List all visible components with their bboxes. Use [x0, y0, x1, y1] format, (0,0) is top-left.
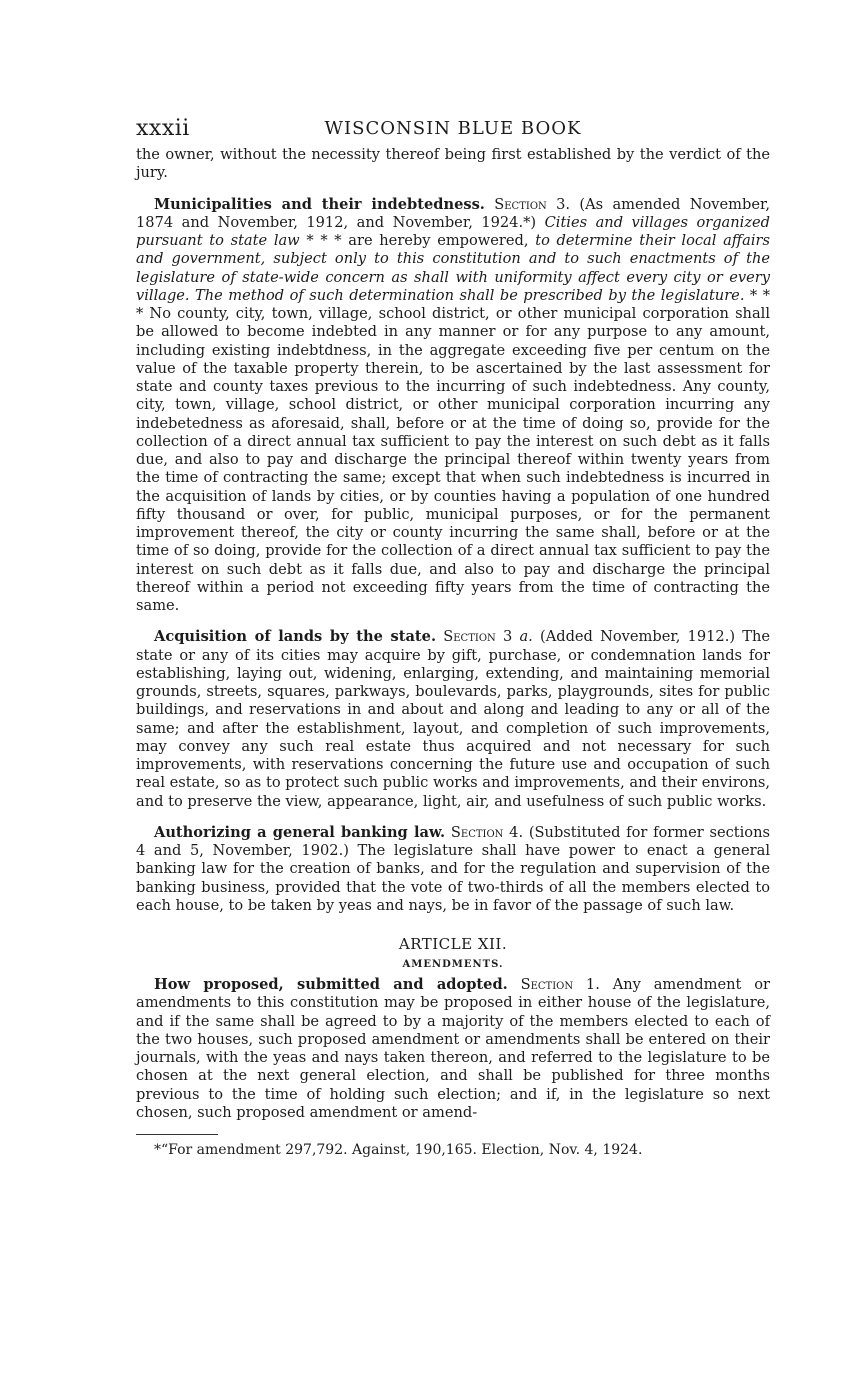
section-3-paragraph	[136, 196, 770, 616]
section-italic-text: Cities and villages organized pursuant to state law * * *	[136, 213, 770, 249]
section-heading: Municipalities and their indebtedness.	[154, 195, 485, 213]
section-text: Any amendment or amendments to this constitution may be proposed in either house of the legislature, and if the same shall be agreed to by a majority of the members elected to each of the two houses, such proposed amendment or amendments shall be entered on their journals, with the yeas and nays taken thereon, and referred to the legislature to be chosen at the next general election, and shall be published for three months previous to the time of holding such election; and if, in the legislature so next chosen, such proposed amendment or amend-	[136, 976, 770, 1121]
section-heading: How proposed, submitted and adopted.	[154, 976, 508, 993]
article-title: ARTICLE XII.	[398, 935, 508, 953]
article-12-section-1-paragraph	[136, 976, 770, 1122]
section-italic-text: to determine their local affairs and government, subject only to this constitution and to such enactments of the legislature of state-wide concern as shall with uniformity affect every city or every village. The method of such determination shall be prescribed by the legislature. * * *	[136, 232, 770, 322]
footnote-rule	[136, 1134, 218, 1135]
section-number: Section 1.	[520, 976, 600, 993]
section-text: (As amended November, 1874 and November, 1912, and November, 1924.*)	[136, 195, 770, 231]
page-number: xxxii	[136, 116, 190, 141]
footnote: *“For amendment 297,792. Against, 190,165. Election, Nov. 4, 1924.	[154, 1142, 643, 1158]
continuation-paragraph: the owner, without the necessity thereof being first established by the verdict of the jury.	[136, 146, 770, 182]
section-3a-paragraph	[136, 628, 770, 811]
section-text: (Substituted for former sections 4 and 5, November, 1902.) The legislature shall have power to enact a general banking law for the creation of banks, and for the regulation and supervision of the banking business, provided that the vote of two-thirds of all the members elected to each house, to be taken by yeas and nays, be in favor of the passage of such law.	[136, 823, 770, 914]
section-text: are hereby empowered,	[341, 232, 536, 249]
section-number: Section 3	[443, 628, 513, 646]
article-subtitle: AMENDMENTS.	[402, 959, 504, 970]
section-4-paragraph	[136, 824, 770, 915]
section-text: (Added November, 1912.) The state or any of its cities may acquire by gift, purchase, or condemnation lands for establishing, laying out, widening, enlarging, extending, and maintaining memorial grounds, streets, squares, parkways, boulevards, parks, playgrounds, sites for public buildings, and reservations in and about and along and leading to any or all of the same; and after the establishment, layout, and completion of such improvements, may convey any such real estate thus acquired and not necessary for such improvements, with reservations concerning the future use and occupation of such real estate, so as to protect such public works and improvements, and their environs, and to preserve the view, appearance, light, air, and usefulness of such public works.	[136, 628, 770, 810]
section-number: Section 4.	[450, 823, 524, 841]
running-title: WISCONSIN BLUE BOOK	[324, 118, 582, 139]
section-number: Section 3.	[494, 195, 571, 213]
section-heading: Authorizing a general banking law.	[154, 823, 446, 841]
document-page	[136, 112, 770, 1159]
section-heading: Acquisition of lands by the state.	[154, 628, 437, 646]
section-suffix: a.	[519, 628, 533, 646]
section-text: No county, city, town, village, school district, or other municipal corporation shall be allowed to become indebted in any manner or for any purpose to any amount, including existing indebtdness, in the aggregate exceeding five per centum on the value of the taxable property therein, to be ascertained by the last assessment for state and county taxes previous to the incurring of such indebtedness. Any county, city, town, village, school district, or other municipal corporation incurring any indebetedness as aforesaid, shall, before or at the time of doing so, provide for the collection of a direct annual tax sufficient to pay the interest on such debt as it falls due, and also to pay and discharge the principal thereof within twenty years from the time of contracting the same; except that when such indebtedness is incurred in the acquisition of lands by cities, or by counties having a population of one hundred fifty thousand or over, for public, municipal purposes, or for the permanent improvement thereof, the city or county incurring the same shall, before or at the time of so doing, provide for the collection of a direct annual tax sufficient to pay the interest on such debt as it falls due, and also to pay and discharge the principal thereof within a period not exceeding fifty years from the time of contracting the same.	[136, 305, 770, 614]
page-header	[136, 112, 770, 146]
